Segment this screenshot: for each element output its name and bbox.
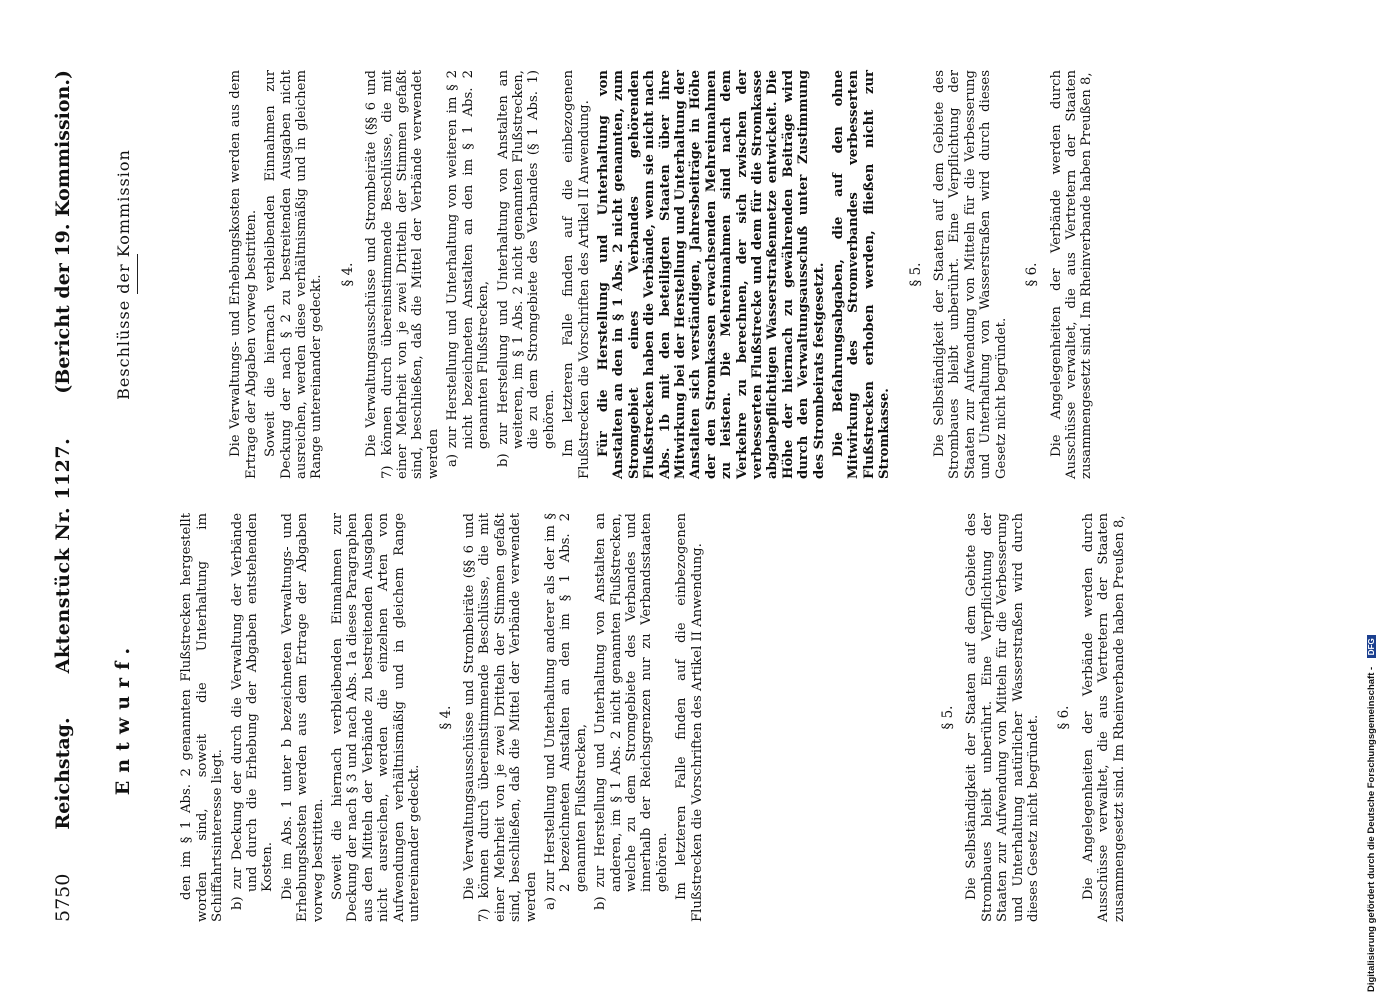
two-column-body [98, 70, 1131, 922]
header-right-title: (Bericht der 19. Kommission.) [52, 70, 74, 394]
header-center-title: Aktenstück Nr. 1127. [52, 437, 74, 674]
commission-title: Beschlüsse der Kommission [114, 149, 133, 400]
commission-item-b: b) zur Herstellung und Unterhaltung von Anstalten an weiteren, im § 1 Abs. 2 nicht genannten Flußstrecken, die zu dem Stromgebiete des Verbandes (§ 1 Abs. 1) gehören. [495, 70, 557, 467]
commission-column [98, 70, 1131, 479]
draft-paragraph: Im letzteren Falle finden auf die einbezogenen Flußstrecken die Vorschriften des Artikel II Anwendung. [674, 513, 705, 922]
commission-paragraph: Die Verwaltungs- und Erhebungskosten werden aus dem Ertrage der Abgaben vorweg bestritten. [228, 70, 259, 479]
draft-item-b: b) zur Herstellung und Unterhaltung von Anstalten an anderen, im § 1 Abs. 2 nicht genannten Flußstrecken, welche zu dem Stromgebiete des Verbandes und innerhalb der Reichsgrenzen nur zu Verbandsstaaten gehören. [593, 513, 670, 910]
credit-text: Digitalisierung gefördert durch die Deutsche Forschungsgemeinschaft - [1366, 666, 1377, 992]
commission-bold-paragraph: Die Befahrungsabgaben, die auf den ohne Mitwirkung des Stromverbandes verbesserten Flußstrecken erhoben werden, fließen nicht zur Stromkasse. [831, 70, 893, 479]
draft-item-b: b) zur Deckung der durch die Verwaltung der Verbände und durch die Erhebung der Abgaben entstehenden Kosten. [229, 513, 276, 910]
draft-paragraph: Die Selbständigkeit der Staaten auf dem Gebiete des Strombaues bleibt unberührt. Eine Verpflichtung der Staaten zur Aufwendung von Mitteln für die Verbesserung und Unterhaltung natürlicher Wasserstraßen wird durch dieses Gesetz nicht begründet. [964, 513, 1042, 922]
draft-paragraph: Die Angelegenheiten der Verbände werden durch Ausschüsse verwaltet, die aus Vertretern der Staaten zusammengesetzt sind. Im Rheinverbande haben Preußen 8, [1080, 513, 1127, 922]
commission-paragraph: Die Selbständigkeit der Staaten auf dem Gebiete des Strombaues bleibt unberührt. Eine Verpflichtung der Staaten zur Aufwendung von Mitteln für die Verbesserung und Unterhaltung von Wasserstraßen wird durch dieses Gesetz nicht begründet. [932, 70, 1009, 479]
draft-paragraph: Die Verwaltungsausschüsse und Strombeiräte (§§ 6 und 7) können durch übereinstimmende Beschlüsse, die mit einer Mehrheit von je zwei Dritteln der Stimmen gefaßt sind, beschließen, daß die Mittel der Verbände verwendet werden [461, 513, 539, 922]
section-heading: § 6. [1024, 262, 1041, 287]
commission-paragraph: Soweit die hiernach verbleibenden Einnahmen zur Deckung der nach § 2 zu bestreitenden Ausgaben nicht ausreichen, werden diese verhältnismäßig und in gleichem Range untereinander gedeckt. [263, 70, 325, 479]
commission-bold-paragraph: Für die Herstellung und Unterhaltung von Anstalten an den in § 1 Abs. 2 nicht genannten, zum Stromgebiet eines Verbandes gehörenden Flußstrecken haben die Verbände, wenn sie nicht nach Abs. 1b mit den beteiligten Staaten über ihre Mitwirkung bei der Herstellung und Unterhaltung der Anstalten sich verständigen, Jahresbeiträge in Höhe der den Stromkassen erwachsenden Mehreinnahmen zu leisten. Die Mehreinnahmen sind nach dem Verkehre zu berechnen, der sich zwischen der verbesserten Flußstrecke und dem für die Stromkasse abgabepflichtigen Wasserstraßennetze entwickelt. Die Höhe der hiernach zu gewährenden Beiträge wird durch den Verwaltungsausschuß unter Zustimmung des Strombeirats festgesetzt. [595, 70, 827, 479]
page-number: 5750 [52, 873, 74, 922]
digitization-credit [1366, 8, 1378, 992]
commission-paragraph: Im letzteren Falle finden auf die einbezogenen Flußstrecken die Vorschriften des Artikel II Anwendung. [561, 70, 592, 479]
draft-paragraph: den im § 1 Abs. 2 genannten Flußstrecken hergestellt worden sind, soweit die Unterhaltung im Schiffahrtsinteresse liegt. [179, 513, 226, 922]
header-left-title: Reichstag. [52, 717, 74, 830]
section-heading: § 6. [1056, 705, 1073, 730]
page-header [52, 70, 92, 922]
commission-paragraph: Die Verwaltungsausschüsse und Strombeiräte (§§ 6 und 7) können durch übereinstimmende Beschlüsse, die mit einer Mehrheit von je zwei Dritteln der Stimmen gefaßt sind, beschließen, daß die Mittel der Verbände verwendet werden [364, 70, 441, 479]
draft-paragraph: Soweit die hiernach verbleibenden Einnahmen zur Deckung der nach § 3 und nach Abs. 1a dieses Paragraphen aus den Mitteln der Verbände zu bestreitenden Ausgaben nicht ausreichen, werden die einzelnen Arten von Aufwendungen verhältnismäßig und in gleichem Range untereinander gedeckt. [330, 513, 423, 922]
section-heading: § 4. [339, 262, 356, 287]
draft-column [98, 513, 1131, 922]
draft-item-a: a) zur Herstellung und Unterhaltung anderer als der im § 2 bezeichneten Anstalten an den im § 1 Abs. 2 genannten Flußstrecken, [542, 513, 589, 910]
section-heading: § 5. [907, 262, 924, 287]
dfg-logo: DFG [1367, 635, 1376, 658]
section-heading: § 5. [940, 705, 956, 730]
title-rule [137, 255, 138, 295]
commission-paragraph: Die Angelegenheiten der Verbände werden durch Ausschüsse verwaltet, die aus Vertretern der Staaten zusammengesetzt sind. Im Rheinverbande haben Preußen 8, [1048, 70, 1095, 479]
commission-item-a: a) zur Herstellung und Unterhaltung von weiteren im § 2 nicht bezeichneten Anstalten an den im § 1 Abs. 2 genannten Flußstrecken, [445, 70, 492, 467]
draft-title: Entwurf. [112, 639, 134, 796]
draft-paragraph: Die im Abs. 1 unter b bezeichneten Verwaltungs- und Erhebungskosten werden aus dem Ertrage der Abgaben vorweg bestritten. [279, 513, 326, 922]
section-heading: § 4. [437, 705, 454, 730]
